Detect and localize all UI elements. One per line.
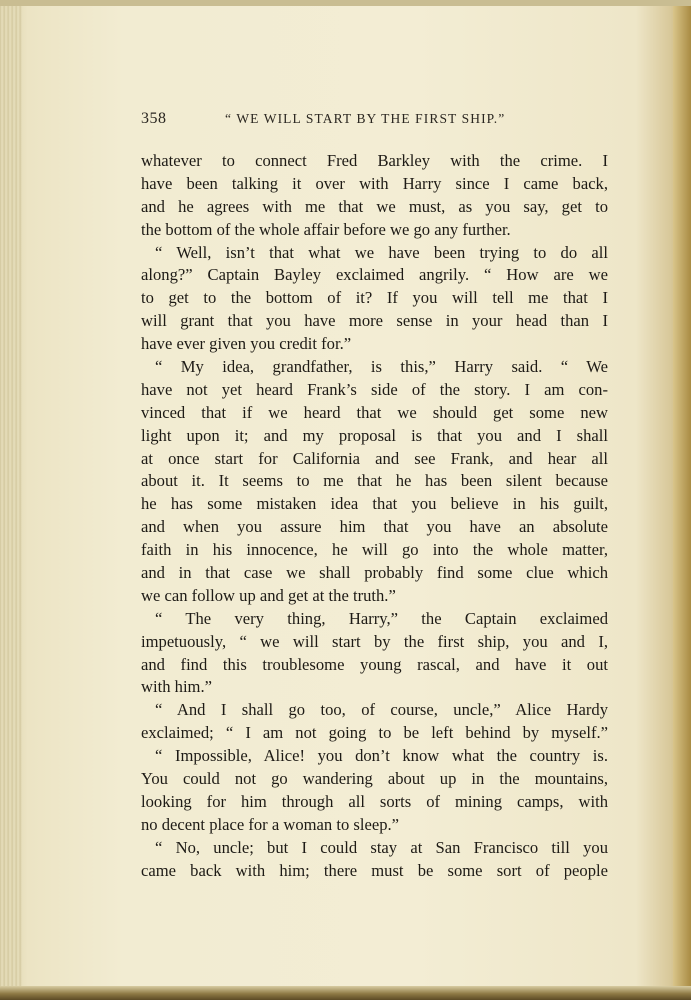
text-line: vinced that if we heard that we should get some new [141, 402, 608, 422]
text-line: have ever given you credit for.” [141, 334, 352, 354]
text-line: You could not go wandering about up in the mountains, [141, 769, 608, 789]
page-top-edge [0, 0, 691, 6]
text-line: about it. It seems to me that he has been silent because [141, 471, 608, 491]
text-line: at once start for California and see Frank, and hear all [141, 448, 608, 468]
text-line: and find this troublesome young rascal, and have it out [141, 654, 608, 674]
text-line: and when you assure him that you have an absolute [141, 517, 608, 537]
page-gutter [0, 0, 22, 1000]
running-title: “ WE WILL START BY THE FIRST SHIP.” [225, 111, 506, 126]
text-line: no decent place for a woman to sleep.” [141, 814, 400, 834]
text-line: and he agrees with me that we must, as you say, get to [141, 196, 608, 216]
text-line: have not yet heard Frank’s side of the story. I am con- [141, 379, 608, 399]
text-line: light upon it; and my proposal is that you and I shall [141, 425, 608, 445]
book-fore-edge [673, 0, 691, 1000]
text-line: impetuously, “ we will start by the first ship, you and I, [141, 631, 608, 651]
text-line: “ Impossible, Alice! you don’t know what the country is. [155, 746, 608, 766]
text-line: “ And I shall go too, of course, uncle,” Alice Hardy [155, 700, 608, 720]
text-line: along?” Captain Bayley exclaimed angrily. “ How are we [141, 265, 608, 285]
text-line: have been talking it over with Harry since I came back, [141, 173, 608, 193]
text-line: exclaimed; “ I am not going to be left behind by myself.” [141, 723, 608, 743]
text-line: came back with him; there must be some sort of people [141, 860, 608, 880]
text-line: we can follow up and get at the truth.” [141, 585, 396, 605]
text-line: faith in his innocence, he will go into the whole matter, [141, 540, 608, 560]
text-line: “ Well, isn’t that what we have been trying to do all [155, 242, 608, 262]
text-line: “ My idea, grandfather, is this,” Harry said. “ We [155, 357, 608, 377]
text-line: “ The very thing, Harry,” the Captain exclaimed [155, 608, 608, 628]
text-line: the bottom of the whole affair before we go any further. [141, 219, 511, 239]
text-line: will grant that you have more sense in your head than I [141, 311, 608, 331]
text-line: whatever to connect Fred Barkley with the crime. I [141, 151, 608, 170]
page-number: 358 [141, 110, 167, 127]
text-line: to get to the bottom of it? If you will tell me that I [141, 288, 608, 308]
page-bottom-edge [0, 986, 691, 1000]
text-line: looking for him through all sorts of mining camps, with [141, 791, 608, 811]
running-header [141, 110, 608, 134]
text-line: with him.” [141, 677, 212, 697]
text-line: and in that case we shall probably find some clue which [141, 563, 608, 583]
text-line: he has some mistaken idea that you believe in his guilt, [141, 494, 608, 514]
body-text [141, 150, 608, 883]
text-line: “ No, uncle; but I could stay at San Francisco till you [155, 837, 608, 857]
